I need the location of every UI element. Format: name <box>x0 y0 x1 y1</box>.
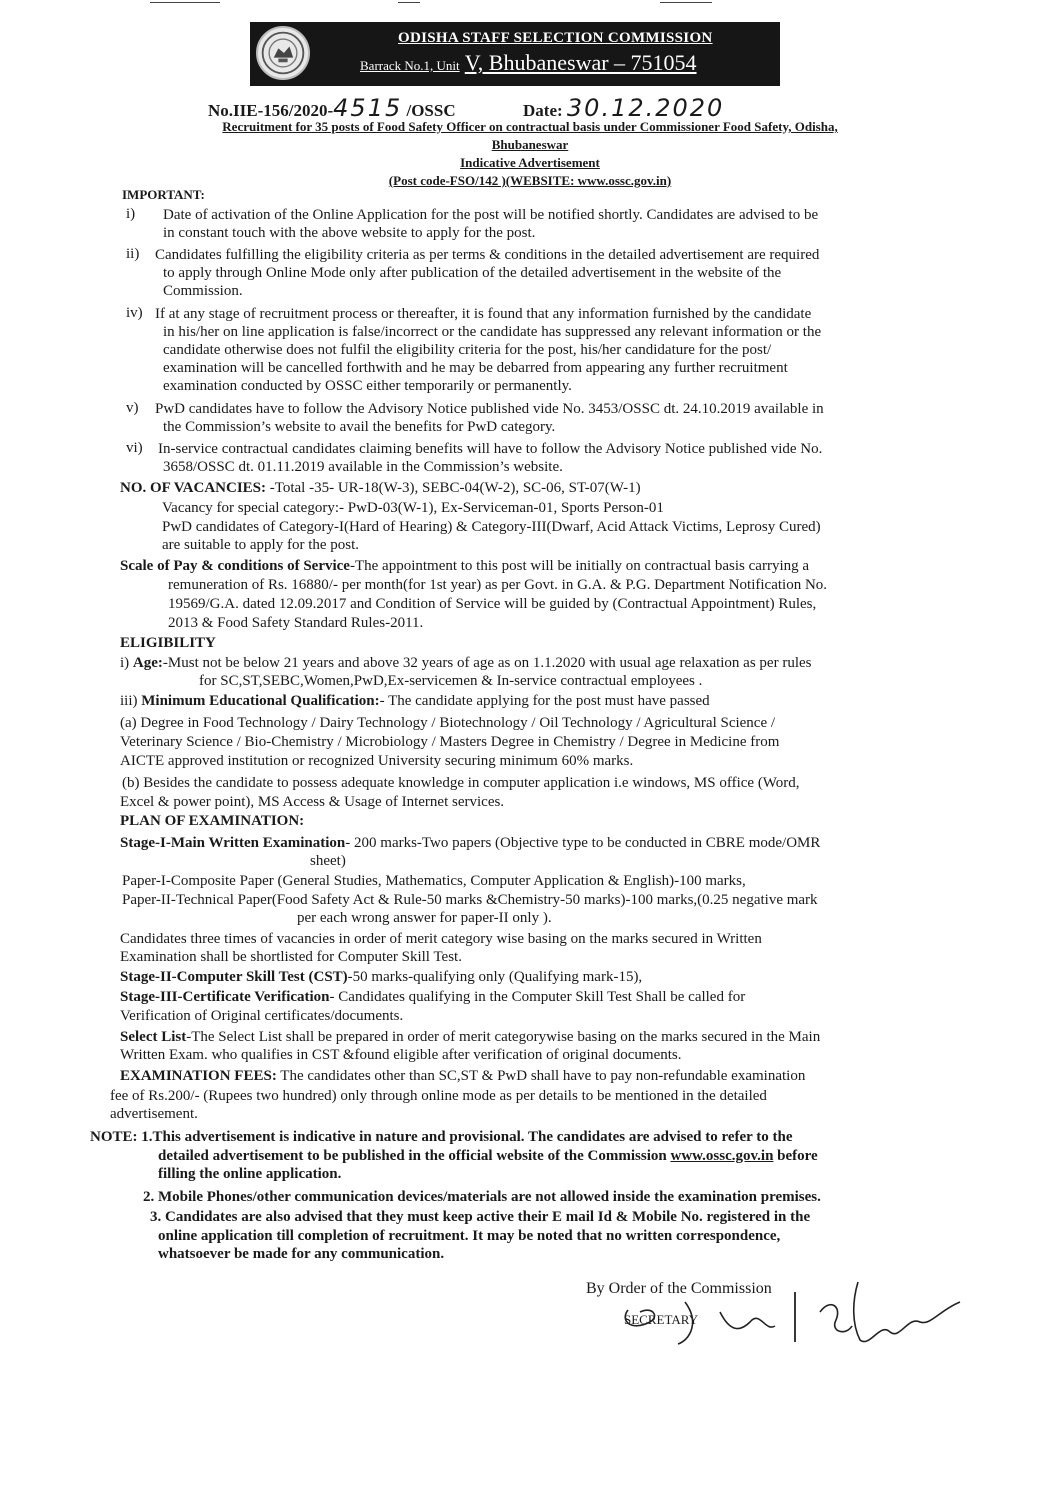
vacancies-total: NO. OF VACANCIES: -Total -35- UR-18(W-3), SEBC-04(W-2), SC-06, ST-07(W-1) <box>120 480 641 496</box>
pay-line-3: 19569/G.A. dated 12.09.2017 and Condition of Service will be guided by (Contractual Appointment) Rules, <box>168 596 817 612</box>
item-number: i) <box>126 206 136 222</box>
vacancies-pwd: PwD candidates of Category-I(Hard of Hearing) & Category-III(Dwarf, Acid Attack Victims, Leprosy Cured) <box>162 519 821 535</box>
stage-3: Stage-III-Certificate Verification- Candidates qualifying in the Computer Skill Test Shall be called for <box>120 989 746 1005</box>
item-text: Commission. <box>163 283 243 299</box>
letterhead-banner <box>250 22 780 86</box>
scan-edge-line <box>398 2 420 3</box>
secretary-text: SECRETARY <box>624 1312 699 1327</box>
shortlist-line-2: Examination shall be shortlisted for Computer Skill Test. <box>120 949 462 965</box>
pay-line-4: 2013 & Food Safety Standard Rules-2011. <box>168 615 424 631</box>
paper-2-cont: per each wrong answer for paper-II only ). <box>297 910 552 926</box>
vacancies-special: Vacancy for special category:- PwD-03(W-1), Ex-Serviceman-01, Sports Person-01 <box>162 500 664 516</box>
item-text: 3658/OSSC dt. 01.11.2019 available in the Commission’s website. <box>163 459 563 475</box>
item-text: in his/her on line application is false/incorrect or the candidate has suppressed any relevant information or the <box>163 324 822 340</box>
scan-edge-line <box>150 2 220 3</box>
note-3-cont: whatsoever be made for any communication. <box>158 1246 445 1262</box>
item-text: Candidates fulfilling the eligibility criteria as per terms & conditions in the detailed advertisement are required <box>155 247 820 263</box>
title-line-1: Recruitment for 35 posts of Food Safety Officer on contractual basis under Commissioner Food Safety, Odisha, <box>222 119 838 134</box>
select-list-cont: Written Exam. who qualifies in CST &found eligible after verification of original documents. <box>120 1047 682 1063</box>
by-order-text: By Order of the Commission <box>586 1280 772 1297</box>
note-3-cont: online application till completion of recruitment. It may be noted that no written correspondence, <box>158 1228 781 1244</box>
stage-3-cont: Verification of Original certificates/documents. <box>120 1008 404 1024</box>
reference-number: No.IIE-156/2020-4515 /OSSC <box>208 94 456 122</box>
stage-2: Stage-II-Computer Skill Test (CST)-50 marks-qualifying only (Qualifying mark-15), <box>120 969 643 985</box>
item-text: In-service contractual candidates claiming benefits will have to follow the Advisory Notice published vide No. <box>158 441 823 457</box>
website-link[interactable]: www.ossc.gov.in <box>670 1148 774 1164</box>
paper-1: Paper-I-Composite Paper (General Studies, Mathematics, Computer Application & English)-100 marks, <box>122 873 746 889</box>
important-heading: IMPORTANT: <box>122 187 205 202</box>
select-list: Select List-The Select List shall be prepared in order of merit categorywise basing on the marks secured in the Main <box>120 1029 821 1045</box>
plan-heading: PLAN OF EXAMINATION: <box>120 813 305 829</box>
qualification-line: iii) Minimum Educational Qualification:- The candidate applying for the post must have passed <box>120 693 710 709</box>
item-text: If at any stage of recruitment process or thereafter, it is found that any information furnished by the candidate <box>155 306 812 322</box>
fees-line-3: advertisement. <box>110 1106 198 1122</box>
age-line-1: i) Age:-Must not be below 21 years and above 32 years of age as on 1.1.2020 with usual age relaxation as per rules <box>120 655 812 671</box>
note-1-cont: filling the online application. <box>158 1166 342 1182</box>
pay-line-2: remuneration of Rs. 16880/- per month(for 1st year) as per Govt. in G.A. & P.G. Department Notification No. <box>168 577 828 593</box>
shortlist-line-1: Candidates three times of vacancies in order of merit category wise basing on the marks secured in Written <box>120 931 762 947</box>
pay-line-1: Scale of Pay & conditions of Service-The appointment to this post will be initially on contractual basis carrying a <box>120 558 810 574</box>
note-2: 2. Mobile Phones/other communication devices/materials are not allowed inside the examination premises. <box>143 1189 821 1205</box>
qualification-b: (b) Besides the candidate to possess adequate knowledge in computer application i.e windows, MS office (Word, <box>122 775 800 791</box>
fees-line-1: EXAMINATION FEES: The candidates other than SC,ST & PwD shall have to pay non-refundable examination <box>120 1068 806 1084</box>
item-number: v) <box>126 400 139 416</box>
item-text: Date of activation of the Online Application for the post will be notified shortly. Candidates are advised to be <box>163 207 819 223</box>
qualification-a: Veterinary Science / Bio-Chemistry / Microbiology / Masters Degree in Chemistry / Degree in Medicine from <box>120 734 780 750</box>
stage-1: Stage-I-Main Written Examination- 200 marks-Two papers (Objective type to be conducted in CBRE mode/OMR <box>120 835 821 851</box>
title-line-3: Indicative Advertisement <box>460 155 600 170</box>
item-number: ii) <box>126 246 140 262</box>
qualification-a: AICTE approved institution or recognized University securing minimum 60% marks. <box>120 753 634 769</box>
stage-1-cont: sheet) <box>310 853 346 869</box>
item-text: candidate otherwise does not fulfil the eligibility criteria for the post, his/her candidature for the post/ <box>163 342 772 358</box>
note-1: NOTE: 1.This advertisement is indicative in nature and provisional. The candidates are advised to refer to the <box>90 1129 793 1145</box>
org-name: ODISHA STAFF SELECTION COMMISSION <box>398 30 713 46</box>
item-number: iv) <box>126 305 143 321</box>
org-address: Barrack No.1, Unit V, Bhubaneswar – 751054 <box>360 50 697 75</box>
item-text: examination will be cancelled forthwith and he may be debarred from appearing any further recruitment <box>163 360 788 376</box>
reference-date: Date: 30.12.2020 <box>523 94 725 122</box>
qualification-b: Excel & power point), MS Access & Usage of Internet services. <box>120 794 505 810</box>
title-line-4: (Post code-FSO/142 )(WEBSITE: www.ossc.gov.in) <box>388 173 672 188</box>
age-line-2: for SC,ST,SEBC,Women,PwD,Ex-servicemen & In-service contractual employees . <box>199 673 703 689</box>
item-text: examination conducted by OSSC either temporarily or permanently. <box>163 378 572 394</box>
note-3: 3. Candidates are also advised that they must keep active their E mail Id & Mobile No. registered in the <box>150 1209 811 1225</box>
eligibility-heading: ELIGIBILITY <box>120 635 216 651</box>
handwritten-signature <box>590 1262 970 1352</box>
paper-2: Paper-II-Technical Paper(Food Safety Act & Rule-50 marks &Chemistry-50 marks)-100 marks,(0.25 negative mark <box>122 892 818 908</box>
title-line-2: Bhubaneswar <box>491 137 569 152</box>
item-text: the Commission’s website to avail the benefits for PwD category. <box>163 419 556 435</box>
scan-edge-line <box>660 2 712 3</box>
item-text: PwD candidates have to follow the Advisory Notice published vide No. 3453/OSSC dt. 24.10.2019 available in <box>155 401 824 417</box>
note-1-cont: detailed advertisement to be published in the official website of the Commission www.ossc.gov.in before <box>158 1148 818 1164</box>
item-text: in constant touch with the above website to apply for the post. <box>163 225 536 241</box>
item-text: to apply through Online Mode only after publication of the detailed advertisement in the website of the <box>163 265 782 281</box>
vacancies-pwd-cont: are suitable to apply for the post. <box>162 537 360 553</box>
item-number: vi) <box>126 440 143 456</box>
odisha-emblem-icon <box>256 26 310 80</box>
qualification-a: (a) Degree in Food Technology / Dairy Technology / Biotechnology / Oil Technology / Agricultural Science / <box>120 715 776 731</box>
fees-line-2: fee of Rs.200/- (Rupees two hundred) only through online mode as per details to be mentioned in the detailed <box>110 1088 767 1104</box>
